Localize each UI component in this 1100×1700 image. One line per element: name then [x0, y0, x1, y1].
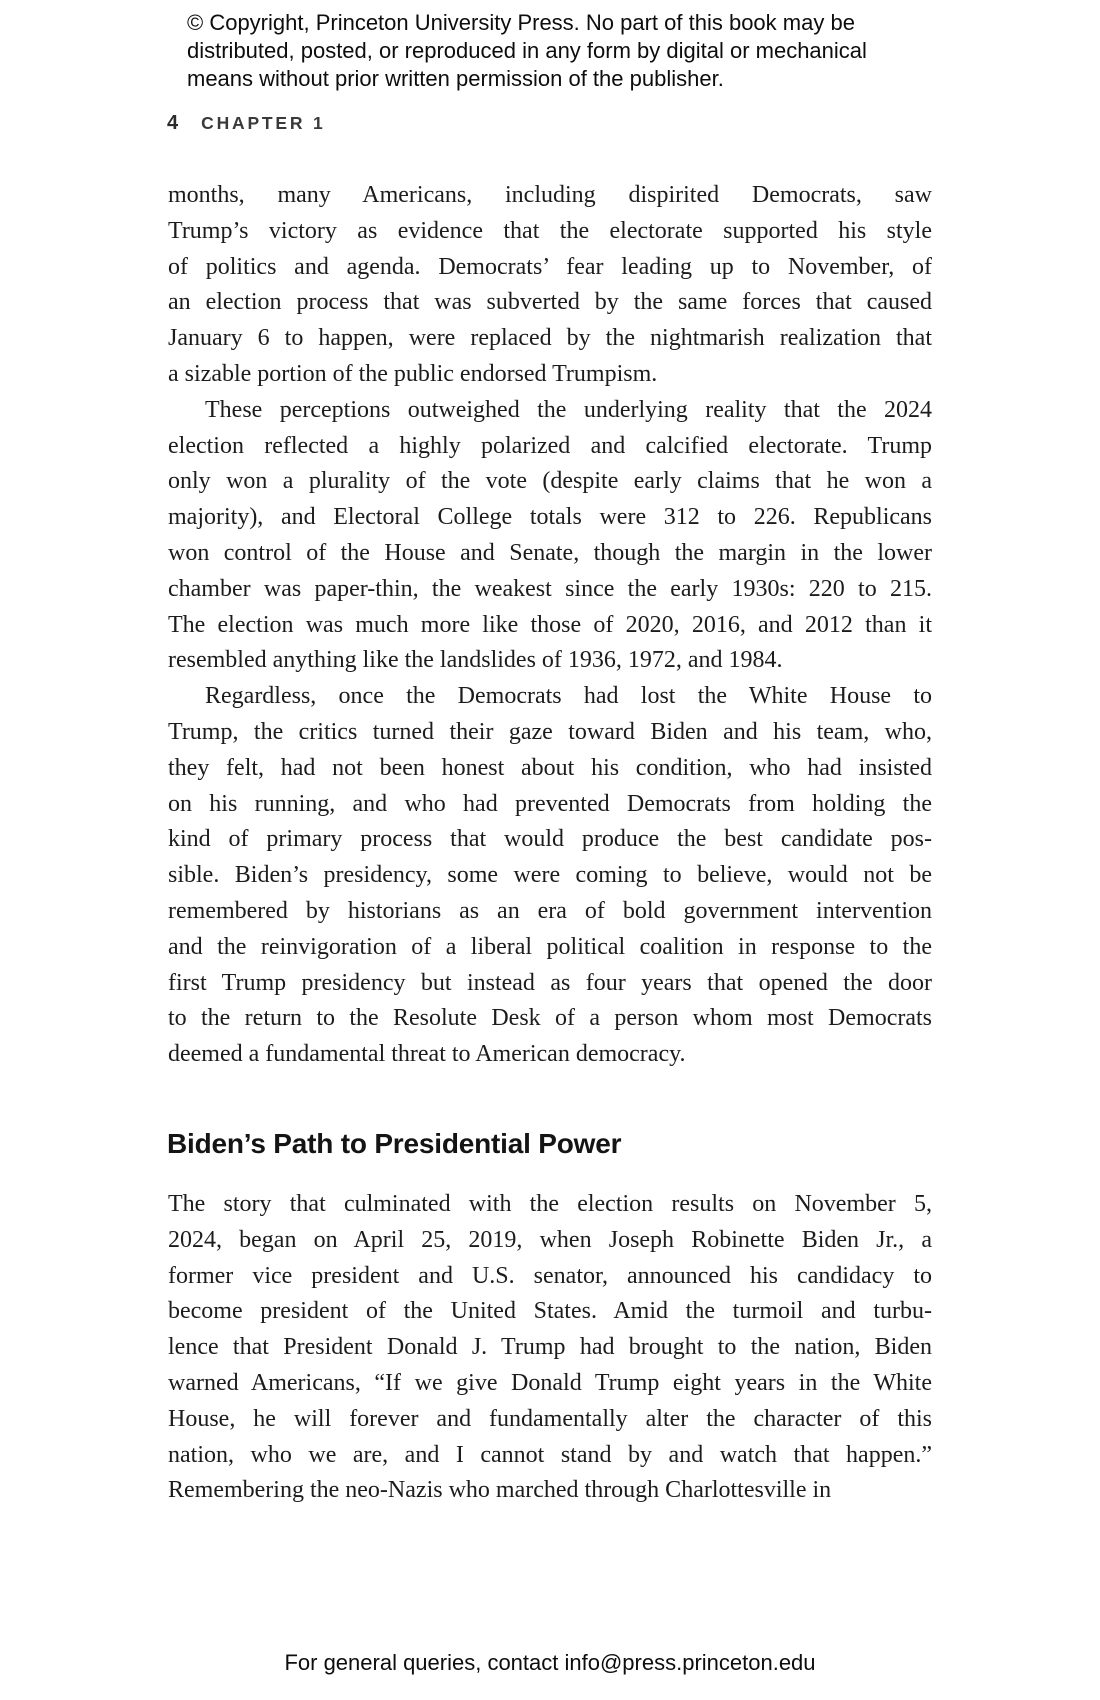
running-header — [167, 112, 326, 135]
text-line: The story that culminated with the election results on November 5, — [168, 1191, 932, 1217]
text-line: means without prior written permission of the publisher. — [187, 66, 724, 91]
text-line: Regardless, once the Democrats had lost the White House to — [205, 683, 932, 710]
text-line: 2024, began on April 25, 2019, when Joseph Robinette Biden Jr., a — [168, 1226, 932, 1253]
paragraph-3 — [168, 679, 932, 1073]
text-line: majority), and Electoral College totals were 312 to 226. Republicans — [168, 504, 932, 531]
text-line: election reflected a highly polarized and calcified electorate. Trump — [168, 432, 932, 459]
page-number: 4 — [167, 112, 179, 134]
text-line: nation, who we are, and I cannot stand by and watch that happen.” — [168, 1441, 932, 1468]
text-line: resembled anything like the landslides of 1936, 1972, and 1984. — [168, 647, 783, 674]
text-line: only won a plurality of the vote (despite early claims that he won a — [168, 468, 932, 495]
text-line: House, he will forever and fundamentally alter the character of this — [168, 1405, 932, 1432]
text-line: an election process that was subverted by the same forces that caused — [168, 289, 932, 316]
text-line: of politics and agenda. Democrats’ fear leading up to November, of — [168, 253, 932, 280]
text-line: won control of the House and Senate, though the margin in the lower — [168, 539, 932, 566]
text-line: on his running, and who had prevented Democrats from holding the — [168, 790, 932, 817]
chapter-label: CHAPTER 1 — [201, 113, 326, 133]
text-line: a sizable portion of the public endorsed Trumpism. — [168, 360, 658, 387]
text-line: they felt, had not been honest about his condition, who had insisted — [168, 754, 932, 781]
text-line: The election was much more like those of 2020, 2016, and 2012 than it — [168, 611, 932, 638]
text-line: kind of primary process that would produce the best candidate pos- — [168, 826, 932, 853]
text-line: months, many Americans, including dispirited Democrats, saw — [168, 182, 932, 208]
text-line: Trump, the critics turned their gaze toward Biden and his team, who, — [168, 718, 932, 745]
section-heading: Biden’s Path to Presidential Power — [167, 1128, 622, 1159]
text-line: January 6 to happen, were replaced by the nightmarish realization that — [168, 325, 932, 352]
text-line: These perceptions outweighed the underlying reality that the 2024 — [205, 396, 932, 423]
text-line: deemed a fundamental threat to American democracy. — [168, 1041, 686, 1068]
paragraph-2 — [168, 393, 932, 679]
paragraph-1 — [168, 178, 932, 393]
text-line: Trump’s victory as evidence that the electorate supported his style — [168, 217, 932, 244]
text-line: become president of the United States. Amid the turmoil and turbu- — [168, 1298, 932, 1325]
text-line: to the return to the Resolute Desk of a person whom most Democrats — [168, 1005, 932, 1032]
page-footer: For general queries, contact info@press.princeton.edu — [284, 1650, 816, 1675]
text-line: Remembering the neo-Nazis who marched through Charlottesville in — [168, 1477, 832, 1504]
text-line: lence that President Donald J. Trump had brought to the nation, Biden — [168, 1334, 932, 1361]
text-line: © Copyright, Princeton University Press. No part of this book may be — [187, 10, 855, 35]
text-line: sible. Biden’s presidency, some were coming to believe, would not be — [168, 862, 932, 889]
paragraph-4 — [168, 1187, 932, 1509]
text-line: remembered by historians as an era of bold government intervention — [168, 897, 932, 924]
text-line: chamber was paper-thin, the weakest since the early 1930s: 220 to 215. — [168, 575, 932, 602]
text-line: first Trump presidency but instead as four years that opened the door — [168, 969, 932, 996]
text-line: and the reinvigoration of a liberal political coalition in response to the — [168, 933, 932, 960]
text-line: former vice president and U.S. senator, announced his candidacy to — [168, 1262, 932, 1289]
text-line: warned Americans, “If we give Donald Trump eight years in the White — [168, 1369, 932, 1396]
copyright-notice — [187, 9, 907, 93]
text-line: distributed, posted, or reproduced in any form by digital or mechanical — [187, 38, 867, 63]
